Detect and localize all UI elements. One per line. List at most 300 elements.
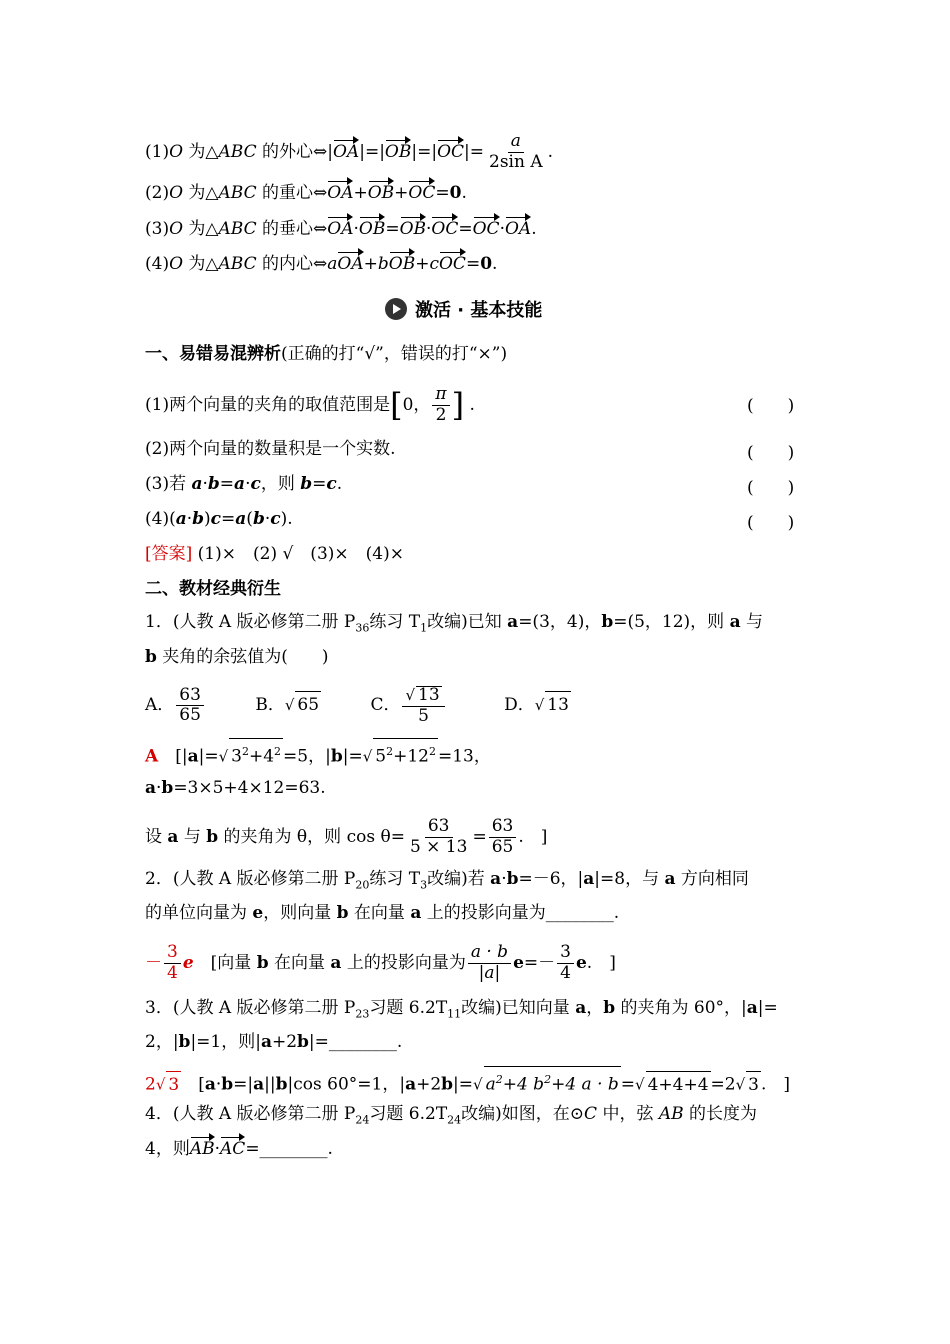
text: a bbox=[490, 869, 502, 889]
question-1-solution-2 bbox=[145, 775, 326, 801]
text: . ] bbox=[586, 952, 616, 973]
denominator: 5 × 13 bbox=[409, 836, 468, 857]
text: 为△ bbox=[183, 219, 219, 239]
text: c bbox=[250, 474, 261, 494]
subscript: 20 bbox=[355, 878, 370, 892]
text: a bbox=[583, 869, 595, 889]
answer-blank[interactable]: ( ) bbox=[747, 478, 795, 498]
text: · bbox=[214, 1139, 221, 1159]
text: ， bbox=[586, 998, 604, 1018]
subscript: 11 bbox=[447, 1007, 462, 1021]
text: =－ bbox=[523, 952, 556, 973]
vector: OC bbox=[473, 216, 500, 242]
text: (1)两个向量的夹角的取值范围是 bbox=[145, 394, 391, 415]
text: (1) bbox=[145, 141, 170, 162]
text: 3 bbox=[231, 746, 242, 767]
text: |cos 60°=1，| bbox=[287, 1074, 406, 1095]
text: 的重心⇔ bbox=[256, 183, 328, 203]
text: b bbox=[506, 869, 519, 889]
vector: OB bbox=[400, 216, 426, 242]
fraction bbox=[402, 686, 444, 726]
text: = bbox=[435, 183, 450, 203]
text: 练习 T bbox=[369, 612, 421, 632]
option-d[interactable] bbox=[504, 695, 571, 715]
text: |= bbox=[342, 746, 363, 767]
text: =(3，4)， bbox=[518, 612, 602, 632]
text: ) bbox=[204, 509, 211, 529]
text: C bbox=[584, 1104, 598, 1124]
section-heading bbox=[385, 296, 542, 322]
vector: OB bbox=[368, 180, 394, 206]
radical-sign: √ bbox=[534, 696, 545, 715]
text: · bbox=[156, 778, 162, 798]
option-b[interactable] bbox=[255, 695, 321, 715]
question-1-line-1 bbox=[145, 609, 763, 641]
text: (2) bbox=[145, 183, 170, 203]
vector: OC bbox=[439, 251, 466, 277]
vector: OA bbox=[327, 216, 353, 242]
text: 4，则 bbox=[145, 1139, 190, 1159]
vector: AB bbox=[190, 1136, 215, 1162]
exponent: 2 bbox=[241, 745, 249, 758]
text: 改编)已知向量 bbox=[461, 998, 576, 1018]
text: 上的投影向量为 bbox=[341, 952, 466, 973]
radical-sign: √ bbox=[218, 747, 229, 766]
denominator: 4 bbox=[167, 962, 178, 983]
text: . bbox=[547, 141, 554, 162]
question-3-line-2 bbox=[145, 1029, 402, 1055]
radicand: 4+4+4 bbox=[646, 1071, 711, 1098]
text: =5，| bbox=[283, 746, 331, 767]
text: a bbox=[167, 826, 179, 847]
text: a bbox=[187, 746, 199, 767]
text: 习题 6.2T bbox=[369, 1104, 448, 1124]
question-1-solution-1 bbox=[145, 738, 491, 770]
text: =(5，12)，则 bbox=[613, 612, 730, 632]
judge-item-4 bbox=[145, 506, 293, 532]
text: (4) bbox=[145, 254, 170, 274]
text: c bbox=[270, 509, 281, 529]
text: = bbox=[221, 509, 236, 529]
text: +4 a · b bbox=[551, 1074, 619, 1095]
denominator: 2 bbox=[435, 404, 447, 425]
vector: OB bbox=[359, 216, 385, 242]
text: AB bbox=[658, 1104, 684, 1124]
text: 中，弦 bbox=[597, 1104, 659, 1124]
text: e bbox=[575, 952, 587, 973]
numerator: 3 bbox=[164, 944, 181, 964]
text: · bbox=[353, 219, 359, 239]
text: c bbox=[210, 509, 222, 529]
text: 改编)若 bbox=[427, 869, 491, 889]
radicand bbox=[373, 738, 438, 770]
text: 为△ bbox=[183, 254, 219, 274]
text: b bbox=[297, 1032, 309, 1052]
text: +2 bbox=[271, 1032, 298, 1052]
text: · bbox=[215, 1074, 222, 1095]
text: (4)( bbox=[145, 509, 176, 529]
question-2-line-1 bbox=[145, 866, 749, 898]
part-title: 二、教材经典衍生 bbox=[145, 579, 281, 599]
text: |=| bbox=[359, 141, 385, 162]
text: ABC bbox=[218, 141, 257, 162]
text: b bbox=[336, 903, 349, 923]
text: 为△ bbox=[183, 183, 219, 203]
option-label: C． bbox=[370, 695, 401, 716]
denominator: 5 bbox=[418, 705, 429, 726]
text: 练习 T bbox=[369, 869, 421, 889]
denominator: 4 bbox=[560, 962, 571, 983]
subscript: 24 bbox=[447, 1113, 462, 1127]
text: 在向量 bbox=[348, 903, 411, 923]
text: b bbox=[441, 1074, 454, 1095]
text: + bbox=[415, 254, 430, 274]
answer-blank[interactable]: ( ) bbox=[747, 396, 795, 416]
text: · bbox=[245, 474, 251, 494]
bracket: ] bbox=[451, 386, 465, 425]
radical-sign: √ bbox=[735, 1075, 746, 1094]
option-label: D． bbox=[504, 695, 535, 716]
answer-text: 2 bbox=[145, 1074, 156, 1095]
text: =2 bbox=[710, 1074, 736, 1095]
text: a bbox=[235, 509, 247, 529]
text: c bbox=[326, 474, 337, 494]
radicand: 13 bbox=[418, 685, 440, 705]
text: 的单位向量为 bbox=[145, 903, 253, 923]
text: b bbox=[161, 778, 174, 798]
text: b bbox=[178, 1032, 191, 1052]
text: 夹角的余弦值为( ) bbox=[156, 647, 329, 667]
question-4-line-2 bbox=[145, 1136, 333, 1162]
radical-sign: √ bbox=[362, 747, 373, 766]
numerator: 63 bbox=[489, 818, 517, 838]
text: 在向量 bbox=[268, 952, 331, 973]
text: · bbox=[202, 474, 208, 494]
text: [向量 bbox=[193, 952, 257, 973]
text: 方向相同 bbox=[675, 869, 749, 889]
text: a bbox=[575, 998, 587, 1018]
text: b bbox=[377, 254, 389, 274]
text: 1．(人教 A 版必修第二册 P bbox=[145, 612, 356, 632]
text: +4 b bbox=[502, 1074, 545, 1095]
text: a bbox=[746, 998, 758, 1018]
text: 为△ bbox=[183, 141, 219, 162]
text: ABC bbox=[218, 254, 257, 274]
text: a bbox=[253, 1074, 265, 1095]
text: |=1，则| bbox=[190, 1032, 261, 1052]
text: = bbox=[312, 474, 327, 494]
text: · bbox=[264, 509, 271, 529]
exponent: 2 bbox=[544, 1073, 552, 1086]
subscript: 36 bbox=[355, 621, 370, 635]
text: . ] bbox=[760, 1074, 791, 1095]
text: b bbox=[603, 998, 616, 1018]
question-1-options bbox=[145, 686, 571, 726]
part-title-note: (正确的打“√”，错误的打“×”) bbox=[281, 344, 508, 364]
text: =________. bbox=[245, 1139, 333, 1159]
text: =| bbox=[233, 1074, 254, 1095]
fraction bbox=[468, 944, 511, 983]
text: a bbox=[145, 778, 157, 798]
text: b bbox=[192, 509, 205, 529]
text: |= bbox=[453, 1074, 474, 1095]
text: . bbox=[492, 254, 498, 274]
vector: OA bbox=[505, 216, 531, 242]
text: b bbox=[206, 826, 219, 847]
text: ，则 bbox=[260, 474, 301, 494]
text: a bbox=[405, 1074, 417, 1095]
text: ( bbox=[246, 509, 253, 529]
question-1-solution-3 bbox=[145, 818, 547, 857]
section-heading-text: 激活 · 基本技能 bbox=[415, 300, 543, 321]
question-1-line-2 bbox=[145, 644, 329, 670]
radical-sign: √ bbox=[635, 1075, 645, 1094]
text: |= bbox=[464, 141, 484, 162]
text: O bbox=[169, 254, 184, 274]
text: a bbox=[330, 952, 342, 973]
exponent: 2 bbox=[495, 1073, 503, 1086]
text: = bbox=[458, 219, 473, 239]
text: (2)两个向量的数量积是一个实数. bbox=[145, 439, 396, 459]
text: |= bbox=[198, 746, 219, 767]
text: =－6，| bbox=[518, 869, 584, 889]
text: . bbox=[336, 474, 343, 494]
text: 的外心⇔| bbox=[256, 141, 333, 162]
subscript: 24 bbox=[355, 1113, 370, 1127]
text: 4．(人教 A 版必修第二册 P bbox=[145, 1104, 356, 1124]
text: e bbox=[513, 952, 524, 973]
subscript: 23 bbox=[355, 1007, 370, 1021]
zero-vector: 0 bbox=[449, 183, 462, 203]
text: = bbox=[385, 219, 400, 239]
text: . bbox=[461, 183, 467, 203]
text: 设 bbox=[145, 826, 168, 847]
vector: OB bbox=[389, 251, 415, 277]
text: [| bbox=[158, 746, 188, 767]
option-label: B． bbox=[255, 695, 285, 716]
part2-title bbox=[145, 576, 281, 602]
text: |=| bbox=[411, 141, 438, 162]
text: . bbox=[531, 219, 537, 239]
property-centroid bbox=[145, 180, 467, 206]
exponent: 2 bbox=[428, 745, 436, 758]
vector: OA bbox=[337, 251, 363, 277]
property-orthocenter bbox=[145, 216, 537, 242]
text: O bbox=[169, 219, 184, 239]
fraction bbox=[432, 386, 449, 425]
text: 习题 6.2T bbox=[369, 998, 448, 1018]
answer-fraction bbox=[164, 944, 181, 983]
text: 的垂心⇔ bbox=[256, 219, 328, 239]
answer-text: － bbox=[145, 952, 162, 973]
radicand bbox=[484, 1066, 621, 1098]
text: ， bbox=[413, 394, 431, 415]
play-icon bbox=[385, 298, 407, 320]
text: ). bbox=[280, 509, 293, 529]
text: (3) bbox=[145, 219, 170, 239]
text: +4 bbox=[248, 746, 275, 767]
text: a bbox=[204, 1074, 216, 1095]
radical-sign: √ bbox=[473, 1075, 483, 1094]
text: O bbox=[169, 183, 184, 203]
question-2-solution bbox=[145, 944, 616, 983]
radical-sign: √ bbox=[155, 1075, 166, 1094]
text: a bbox=[260, 1032, 272, 1052]
exponent: 2 bbox=[274, 745, 282, 758]
text: + bbox=[363, 254, 378, 274]
text: · bbox=[501, 869, 507, 889]
option-c[interactable] bbox=[370, 685, 446, 726]
text: 改编)如图，在⊙ bbox=[461, 1104, 585, 1124]
answer-text: e bbox=[182, 952, 194, 973]
vector: OC bbox=[408, 180, 435, 206]
question-4-line-1 bbox=[145, 1101, 757, 1133]
text: ABC bbox=[218, 183, 257, 203]
subscript: 3 bbox=[420, 878, 428, 892]
text: [ bbox=[181, 1074, 205, 1095]
denominator: |a| bbox=[478, 962, 501, 983]
denominator: 65 bbox=[491, 836, 514, 857]
text: = bbox=[219, 474, 235, 494]
radical-sign: √ bbox=[405, 686, 416, 704]
question-3-line-1 bbox=[145, 995, 778, 1027]
text: 2，| bbox=[145, 1032, 179, 1052]
text: · bbox=[499, 219, 505, 239]
question-3-solution bbox=[145, 1066, 790, 1098]
answer-label: [答案] bbox=[145, 544, 193, 564]
text: a bbox=[234, 474, 246, 494]
radical-sign: √ bbox=[284, 696, 295, 715]
text: 的夹角为 θ，则 cos θ= bbox=[218, 826, 405, 847]
text: c bbox=[429, 254, 439, 274]
vector: AC bbox=[220, 1136, 245, 1162]
text: (3)若 bbox=[145, 474, 192, 494]
fraction bbox=[489, 818, 517, 857]
radicand: 65 bbox=[295, 691, 321, 718]
numerator: a bbox=[508, 133, 524, 153]
text: b bbox=[275, 1074, 288, 1095]
text: 的长度为 bbox=[683, 1104, 758, 1124]
text: |=8，与 bbox=[594, 869, 665, 889]
text: b bbox=[601, 612, 614, 632]
vector: OA bbox=[333, 139, 359, 165]
radicand bbox=[229, 738, 283, 770]
bracket: [ bbox=[390, 386, 403, 425]
question-2-line-2 bbox=[145, 900, 619, 926]
text: a bbox=[664, 869, 676, 889]
text: b bbox=[300, 474, 313, 494]
text: b bbox=[330, 746, 343, 767]
text: = bbox=[620, 1074, 636, 1095]
text: + bbox=[394, 183, 409, 203]
text: b bbox=[221, 1074, 234, 1095]
part1-answer bbox=[145, 541, 404, 567]
option-a[interactable] bbox=[145, 684, 206, 726]
numerator: π bbox=[432, 386, 449, 406]
text: 3．(人教 A 版必修第二册 P bbox=[145, 998, 356, 1018]
vector: OC bbox=[437, 139, 464, 165]
fraction bbox=[557, 944, 574, 983]
property-circumcenter bbox=[145, 133, 553, 172]
text: 改编)已知 bbox=[427, 612, 508, 632]
answer-text: (1)× (2) √ (3)× (4)× bbox=[192, 544, 404, 564]
text: · bbox=[426, 219, 432, 239]
fraction bbox=[486, 133, 546, 172]
text: +2 bbox=[416, 1074, 442, 1095]
answer-letter: A bbox=[145, 746, 159, 767]
text: ABC bbox=[218, 219, 257, 239]
numerator: 63 bbox=[176, 687, 204, 707]
answer-blank[interactable]: ( ) bbox=[747, 443, 795, 463]
text: 5 bbox=[375, 746, 387, 767]
judge-item-3 bbox=[145, 471, 342, 497]
text: 与 bbox=[740, 612, 764, 632]
text: =3×5+4×12=63. bbox=[173, 778, 326, 798]
text: a bbox=[485, 1074, 496, 1095]
judge-item-2 bbox=[145, 436, 395, 462]
numerator: 3 bbox=[557, 944, 574, 964]
part-title: 一、易错易混辨析 bbox=[145, 344, 281, 364]
text: a bbox=[191, 474, 203, 494]
text: e bbox=[252, 903, 264, 923]
option-label: A． bbox=[145, 695, 175, 716]
judge-item-1 bbox=[145, 386, 475, 425]
text: b bbox=[207, 474, 220, 494]
text: b bbox=[252, 509, 265, 529]
text: 2．(人教 A 版必修第二册 P bbox=[145, 869, 356, 889]
denominator: 2sin A bbox=[489, 151, 543, 172]
text: 0 bbox=[402, 394, 414, 415]
text: || bbox=[264, 1074, 276, 1095]
text: O bbox=[169, 141, 184, 162]
denominator: 65 bbox=[179, 705, 201, 726]
text: 与 bbox=[178, 826, 207, 847]
fraction bbox=[407, 818, 471, 857]
vector: OB bbox=[385, 139, 411, 165]
radicand: 13 bbox=[545, 691, 571, 718]
vector: OC bbox=[431, 216, 458, 242]
text: 的夹角为 60°，| bbox=[615, 998, 747, 1018]
text: . ] bbox=[518, 826, 548, 847]
text: |= bbox=[757, 998, 778, 1018]
exponent: 2 bbox=[386, 745, 394, 758]
subscript: 1 bbox=[420, 621, 428, 635]
answer-blank[interactable]: ( ) bbox=[747, 513, 795, 533]
vector: OA bbox=[327, 180, 353, 206]
text: a bbox=[507, 612, 519, 632]
text: b bbox=[145, 647, 157, 667]
numerator: a · b bbox=[468, 944, 511, 964]
text: a bbox=[175, 509, 187, 529]
part1-title bbox=[145, 341, 507, 367]
text: b bbox=[256, 952, 269, 973]
property-incenter bbox=[145, 251, 497, 277]
text: · bbox=[186, 509, 193, 529]
fraction bbox=[176, 684, 204, 726]
text: a bbox=[327, 254, 338, 274]
text: 上的投影向量为________. bbox=[421, 903, 620, 923]
text: = bbox=[465, 254, 481, 274]
text: |=________. bbox=[308, 1032, 403, 1052]
text: = bbox=[472, 826, 487, 847]
text: a bbox=[410, 903, 422, 923]
numerator: 63 bbox=[425, 818, 453, 838]
text: +12 bbox=[393, 746, 429, 767]
text: + bbox=[353, 183, 368, 203]
answer-radicand: 3 bbox=[166, 1071, 181, 1098]
text: . bbox=[469, 394, 475, 415]
zero-vector: 0 bbox=[480, 254, 493, 274]
